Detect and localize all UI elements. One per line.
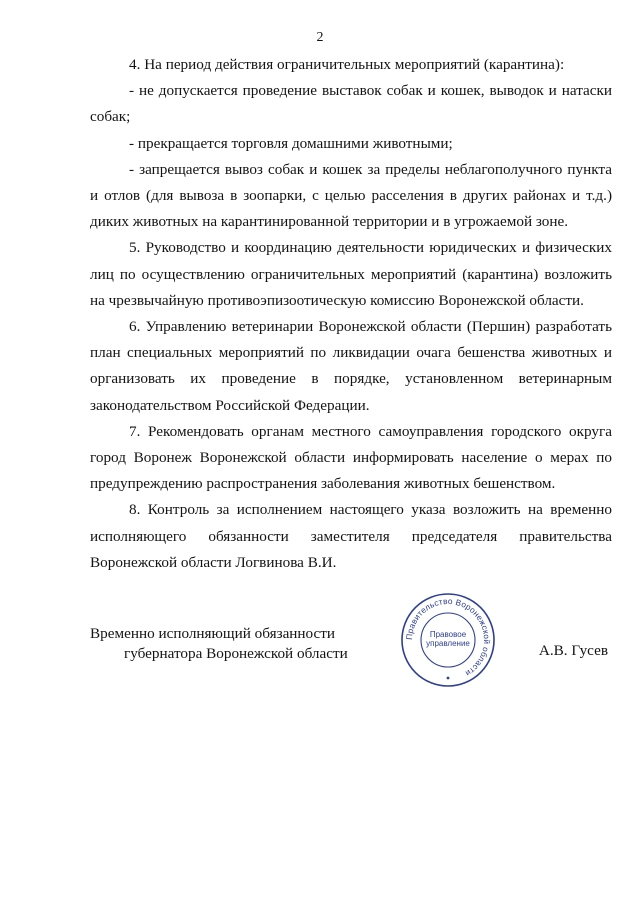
official-stamp <box>398 590 498 690</box>
stamp-seal-icon <box>398 590 498 690</box>
stamp-dot <box>447 677 450 680</box>
paragraph-item-5: 5. Руководство и координацию деятельности юридических и физических лиц по осуществлению ограничительных мероприятий (карантина) возложить на чрезвычайную противоэпизоотическую комиссию Воронежской области. <box>90 239 612 309</box>
paragraph-export-ban: - запрещается вывоз собак и кошек за пределы неблагополучного пункта и отлов (для вывоза в зоопарки, с целью расселения в других районах и т.д.) диких животных на карантинированной территории и в угрожаемой зоне. <box>90 160 612 231</box>
paragraph-item-8: 8. Контроль за исполнением настоящего указа возложить на временно исполняющего обязанности заместителя председателя правительства Воронежской области Логвинова В.И. <box>90 501 612 571</box>
signer-name: А.В. Гусев <box>538 642 608 659</box>
stamp-center-line-1: Правовое <box>429 630 467 639</box>
page-number: 2 <box>316 30 324 45</box>
signature-block <box>90 624 620 714</box>
signer-title-line-2: губернатора Воронежской области <box>124 645 348 662</box>
paragraph-item-4: 4. На период действия ограничительных мероприятий (карантина): <box>129 56 565 73</box>
stamp-ring-text: Правительство Воронежской области <box>403 595 493 679</box>
paragraph-item-6: 6. Управлению ветеринарии Воронежской области (Першин) разработать план специальных мероприятий по ликвидации очага бешенства животных и организовать их проведение в порядке, установленном ветеринарным законодательством Российской Федерации. <box>90 318 612 414</box>
stamp-center-line-2: управление <box>426 639 470 648</box>
document-body <box>90 52 612 576</box>
signer-title-line-1: Временно исполняющий обязанности <box>90 625 336 642</box>
paragraph-no-exhibitions: - не допускается проведение выставок собак и кошек, выводок и натаски собак; <box>90 82 612 126</box>
paragraph-no-pet-trade: - прекращается торговля домашними животными; <box>129 134 453 152</box>
paragraph-item-7: 7. Рекомендовать органам местного самоуправления городского округа город Воронеж Воронежской области информировать население о мерах по предупреждению распространения заболевания животных бешенством. <box>90 422 612 493</box>
